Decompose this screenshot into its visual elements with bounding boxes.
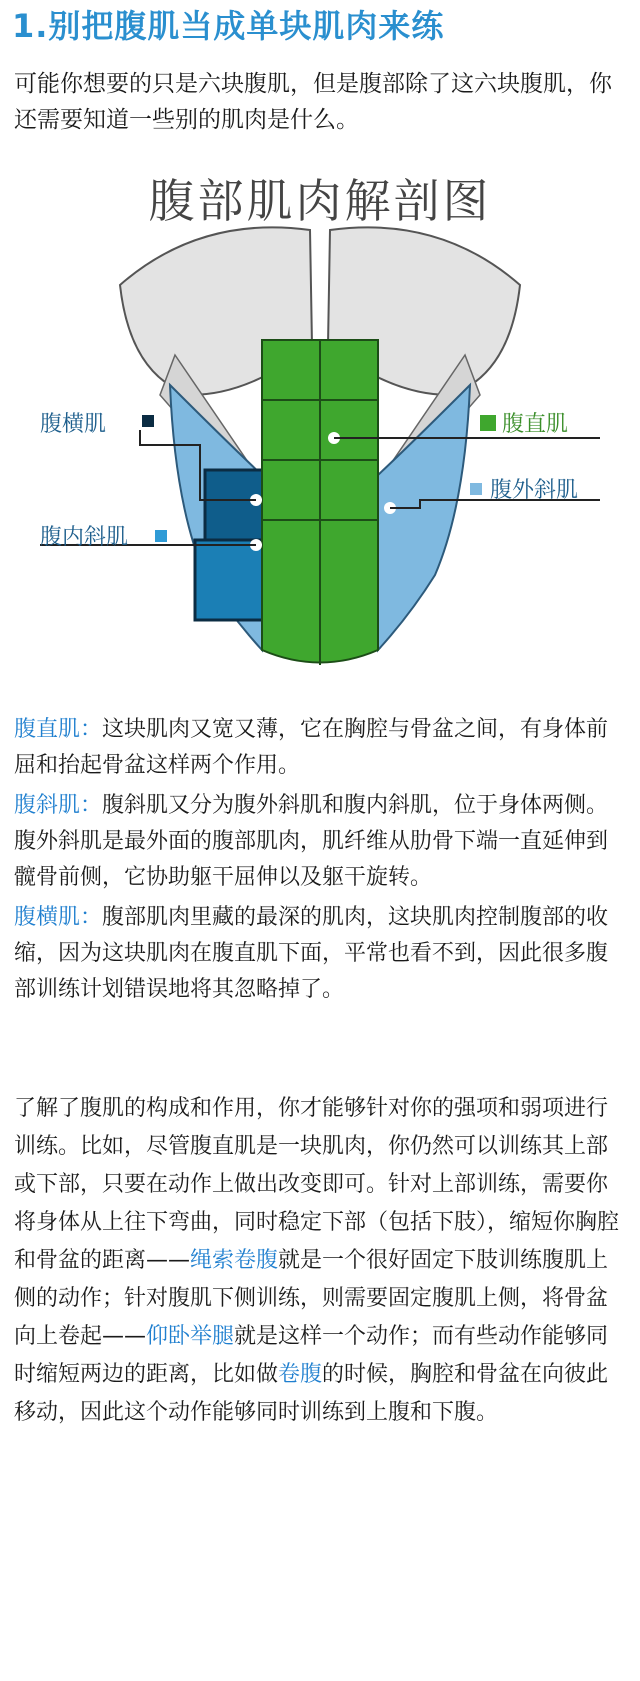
label-external-oblique: 腹外斜肌 xyxy=(490,478,579,503)
description-oblique xyxy=(14,788,626,896)
term-oblique: 腹斜肌： xyxy=(14,793,103,818)
label-square-external-oblique xyxy=(470,483,482,495)
label-transverse-abdominis: 腹横肌 xyxy=(40,412,107,437)
link-crunch[interactable]: 卷腹 xyxy=(278,1362,323,1387)
term-rectus: 腹直肌： xyxy=(14,717,103,742)
description-rectus-text: 这块肌肉又宽又薄，它在胸腔与骨盆之间，有身体前屈和抬起骨盆这样两个作用。 xyxy=(14,717,609,778)
label-square-transverse xyxy=(142,415,154,427)
body-part-3: 就是这样一个动作；而有些动作能够同时缩短两边的距离，比如做 xyxy=(14,1324,609,1387)
term-transverse: 腹横肌： xyxy=(14,905,103,930)
description-rectus xyxy=(14,712,626,784)
label-internal-oblique: 腹内斜肌 xyxy=(40,525,129,550)
label-rectus-abdominis: 腹直肌 xyxy=(502,412,569,437)
training-paragraph xyxy=(14,1090,626,1432)
description-transverse-text: 腹部肌肉里藏的最深的肌肉，这块肌肉控制腹部的收缩，因为这块肌肉在腹直肌下面，平常也看不到，因此很多腹部训练计划错误地将其忽略掉了。 xyxy=(14,905,609,1002)
body-part-2: 就是一个很好固定下肢训练腹肌上侧的动作；针对腹肌下侧训练，则需要固定腹肌上侧，将骨盆向上卷起—— xyxy=(14,1248,609,1349)
section-title: 1.别把腹肌当成单块肌肉来练 xyxy=(12,7,445,45)
body-part-1: 了解了腹肌的构成和作用，你才能够针对你的强项和弱项进行训练。比如，尽管腹直肌是一块肌肉，你仍然可以训练其上部或下部，只要在动作上做出改变即可。针对上部训练，需要你将身体从上往下弯曲，同时稳定下部（包括下肢），缩短你胸腔和骨盆的距离—— xyxy=(14,1096,620,1273)
label-square-internal-oblique xyxy=(155,530,167,542)
anatomy-figure xyxy=(0,145,640,690)
intro-text: 可能你想要的只是六块腹肌，但是腹部除了这六块腹肌，你还需要知道一些别的肌肉是什么。 xyxy=(14,71,612,133)
description-transverse xyxy=(14,900,626,1008)
link-leg-raise[interactable]: 仰卧举腿 xyxy=(146,1324,235,1349)
muscle-descriptions xyxy=(14,712,626,1012)
description-oblique-text: 腹斜肌又分为腹外斜肌和腹内斜肌，位于身体两侧。腹外斜肌是最外面的腹部肌肉，肌纤维从肋骨下端一直延伸到髋骨前侧，它协助躯干屈伸以及躯干旋转。 xyxy=(14,793,609,890)
label-square-rectus xyxy=(480,415,496,431)
section-header xyxy=(0,0,640,66)
link-cable-crunch[interactable]: 绳索卷腹 xyxy=(190,1248,279,1273)
figure-title: 腹部肌肉解剖图 xyxy=(148,174,492,228)
body-part-4: 的时候，胸腔和骨盆在向彼此移动，因此这个动作能够同时训练到上腹和下腹。 xyxy=(14,1362,609,1425)
